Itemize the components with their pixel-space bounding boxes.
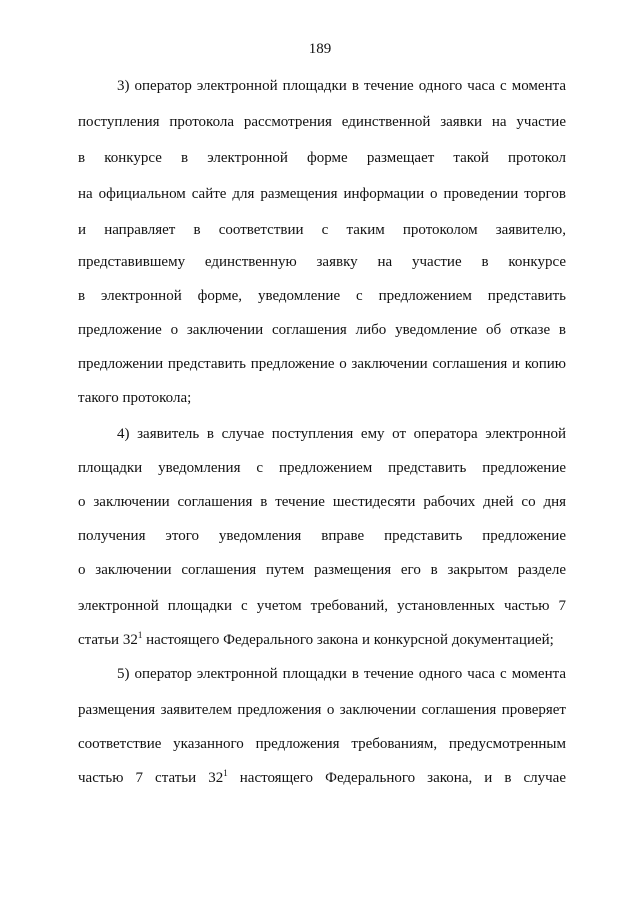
paragraph-4-line-3: о заключении соглашения в течение шестидесяти рабочих дней со дня [78,494,566,510]
page-number: 189 [308,41,332,57]
paragraph-3-line-9: предложении представить предложение о заключении соглашения и копию [78,356,566,372]
paragraph-4-line-5: о заключении соглашения путем размещения его в закрытом разделе [78,562,566,578]
paragraph-4-line-2: площадки уведомления с предложением представить предложение [78,460,566,476]
paragraph-3-line-7: в электронной форме, уведомление с предложением представить [78,288,566,304]
paragraph-3-line-5: и направляет в соответствии с таким протоколом заявителю, [78,222,566,238]
paragraph-3-line-4: на официальном сайте для размещения информации о проведении торгов [78,186,566,202]
paragraph-3-line-3: в конкурсе в электронной форме размещает такой протокол [78,150,566,166]
paragraph-3-line-8: предложение о заключении соглашения либо уведомление об отказе в [78,322,566,338]
paragraph-5-line-3: соответствие указанного предложения требованиям, предусмотренным [78,736,566,752]
paragraph-5-line-4-text-a: частью 7 статьи 32 [78,770,224,786]
superscript-1: 1 [137,630,143,640]
paragraph-4-line-1: 4) заявитель в случае поступления ему от оператора электронной [117,426,566,442]
paragraph-4-line-7-text-a: статьи 32 [78,632,138,648]
paragraph-3-line-10: такого протокола; [78,390,192,406]
paragraph-4-line-4: получения этого уведомления вправе представить предложение [78,528,566,544]
paragraph-5-line-2: размещения заявителем предложения о заключении соглашения проверяет [78,702,566,718]
paragraph-4-line-7-text-b: настоящего Федерального закона и конкурсной документацией; [142,632,554,648]
paragraph-3-line-2: поступления протокола рассмотрения единственной заявки на участие [78,114,566,130]
superscript-1: 1 [223,768,228,778]
paragraph-3-line-6: представившему единственную заявку на участие в конкурсе [78,254,566,270]
paragraph-4-line-6: электронной площадки с учетом требований, установленных частью 7 [78,598,566,614]
paragraph-4-line-7 [78,630,566,650]
paragraph-3-line-1: 3) оператор электронной площадки в течение одного часа с момента [117,78,566,94]
paragraph-5-line-4 [78,768,566,788]
paragraph-5-line-1: 5) оператор электронной площадки в течение одного часа с момента [117,666,566,682]
paragraph-5-line-4-text-b: настоящего Федерального закона, и в случае [227,770,566,786]
